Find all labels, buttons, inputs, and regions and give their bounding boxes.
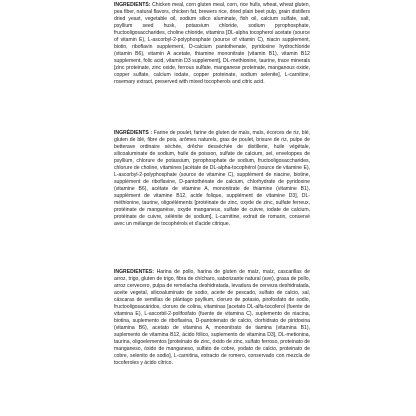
ingredients-english (114, 2, 310, 86)
ingredients-text-french: Farine de poulet, farine de gluten de maïs, maïs, écorces de riz, blé, gluten de blé, fibre de pois, arômes naturels, gras de poulet, brisure de riz, pulpe de betterave ordinaire séchée, drêche desséchée de distillerie, huile végétale, silicoaluminate de sodium, huile de poisson, sulfate de calcium, sel, enveloppes de psyllium, chlorure de potassium, pyrophosphate de sodium, fructooligosaccharides, chlorure de choline, vitamines [acétate de DL-alpha-tocophérol (source de vitamine E), L-ascorbyl-2-polyphosphate (source de vitamine C), supplément de niacine, biotine, supplément de riboflavine, D-pantothénate de calcium, chlorhydrate de pyridoxine (vitamine B6), acétate de vitamine A, mononitrate de thiamine (vitamine B1), supplément de vitamine B12, acide folique, supplément de vitamine D3], DL-méthionine, taurine, oligoéléments [protéinate de zinc, oxyde de zinc, sulfate ferreux, protéinate de manganèse, oxyde manganeux, sulfate de cuivre, iodate de calcium, protéinate de cuivre, sélénite de sodium], L-carnitine, extrait de romarin, conservé avec un mélange de tocophérols et d'acide citrique. (114, 130, 310, 227)
ingredients-heading-spanish: INGREDIENTES: (114, 269, 154, 275)
ingredient-label-panel (114, 0, 310, 416)
ingredients-text-spanish: Harina de pollo, harina de gluten de maíz, maíz, cascarillas de arroz, trigo, gluten de trigo, fibra de chícharo, saborizante natural (ave), grasa de pollo, arroz cervecero, pulpa de remolacha deshidratada, levadura de cerveza deshidratada, aceite vegetal, silicoaluminato de sodio, aceite de pescado, sulfato de calcio, sal, cáscaras de semillas de plántago psyllium, cloruro de potasio, pirofosfato de sodio, fructooligosacáridos, cloruro de colina, vitaminas [acetato DL-alfa-tocoferol (fuente de vitamina E), L-ascorbil-2-polifosfato (fuente de vitamina C), suplemento de niacina, biotina, suplemento de riboflavina, D-pantotenato de calcio, clorhidrato de piridoxina (vitamina B6), acetato de vitamina A, mononitrato de tiamina (vitamina B1), suplemento de vitamina B12, ácido fólico, suplemento de vitamina D3], DL-metionina, taurina, oligoelementos [proteinato de zinc, óxido de zinc, sulfato ferroso, proteinato de manganeso, óxido de manganeso, sulfato de cobre, yodato de calcio, proteinato de cobre, selenito de sodio], L-carnitina, extracto de romero, conservado con mezcla de tocoferoles y ácido cítrico. (114, 269, 310, 366)
ingredients-text-english: Chicken meal, corn gluten meal, corn, rice hulls, wheat, wheat gluten, pea fiber, natural flavors, chicken fat, brewers rice, dried plain beet pulp, grain distillers dried yeast, vegetable oil, sodium silico aluminate, fish oil, calcium sulfate, salt, psyllium seed husk, potassium chloride, sodium pyrophosphate, fructooligosaccharides, choline chloride, vitamins [DL-alpha tocopherol acetate (source of vitamin E), L-ascorbyl-2-polyphosphate (source of vitamin C), niacin supplement, biotin, riboflavin supplement, D-calcium pantothenate, pyridoxine hydrochloride (vitamin B6), vitamin A acetate, thiamine mononitrate (vitamin B1), vitamin B12 supplement, folic acid, vitamin D3 supplement], DL-methionine, taurine, trace minerals [zinc proteinate, zinc oxide, ferrous sulfate, manganese proteinate, manganous oxide, copper sulfate, calcium iodate, copper proteinate, sodium selenite], L-carnitine, rosemary extract, preserved with mixed tocopherols and citric acid. (114, 2, 310, 85)
ingredients-spanish (114, 269, 310, 367)
ingredients-french (114, 130, 310, 228)
ingredients-heading-english: INGREDIENTS: (114, 2, 151, 8)
ingredients-heading-french: INGRÉDIENTS : (114, 130, 153, 136)
